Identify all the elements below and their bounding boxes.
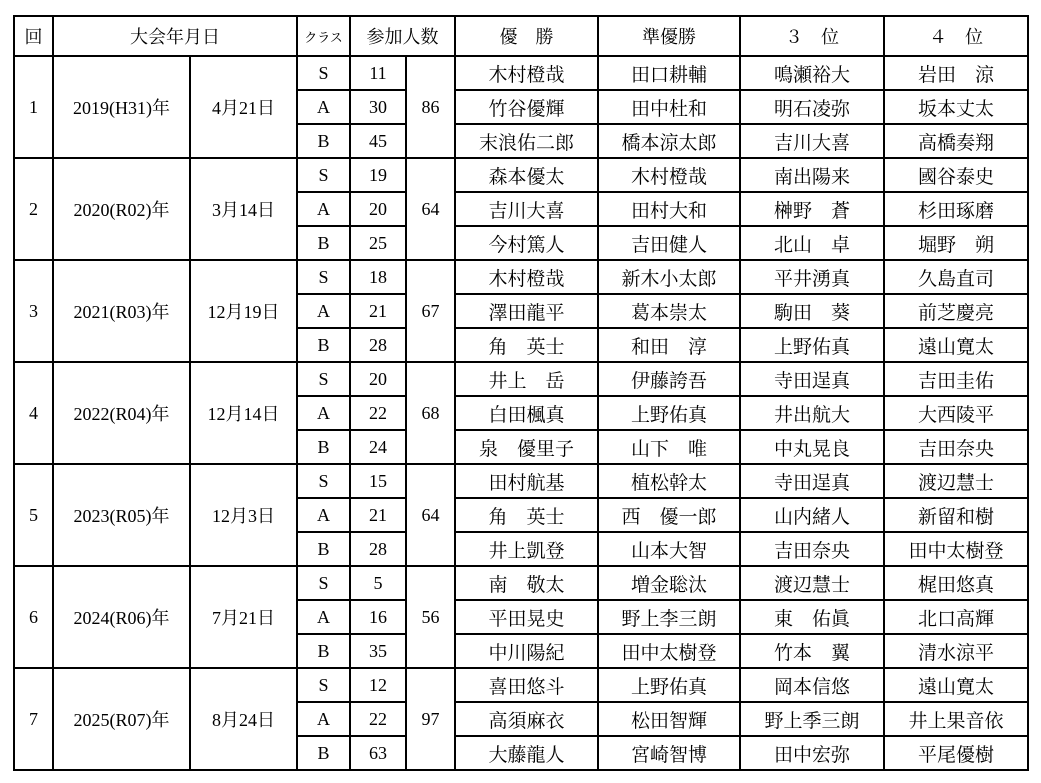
class-label: S [297, 464, 350, 498]
header-runner-up: 準優勝 [598, 16, 740, 56]
runner-up-name: 田中杜和 [598, 90, 740, 124]
participant-count: 28 [350, 328, 406, 362]
fourth-place-name: 杉田琢磨 [884, 192, 1028, 226]
winner-name: 田村航基 [455, 464, 598, 498]
class-label: B [297, 226, 350, 260]
fourth-place-name: 前芝慶亮 [884, 294, 1028, 328]
class-label: S [297, 362, 350, 396]
winner-name: 南 敬太 [455, 566, 598, 600]
tournament-year: 2019(H31)年 [53, 56, 190, 158]
total-participants: 68 [406, 362, 455, 464]
header-third-place: ３ 位 [740, 16, 884, 56]
runner-up-name: 野上李三朗 [598, 600, 740, 634]
third-place-name: 上野佑真 [740, 328, 884, 362]
participant-count: 20 [350, 192, 406, 226]
third-place-name: 南出陽来 [740, 158, 884, 192]
class-label: B [297, 430, 350, 464]
header-class: クラス [297, 16, 350, 56]
fourth-place-name: 田中太樹登 [884, 532, 1028, 566]
runner-up-name: 新木小太郎 [598, 260, 740, 294]
table-row [14, 158, 1028, 192]
runner-up-name: 吉田健人 [598, 226, 740, 260]
participant-count: 16 [350, 600, 406, 634]
runner-up-name: 上野佑真 [598, 668, 740, 702]
table-row [14, 56, 1028, 90]
fourth-place-name: 吉田奈央 [884, 430, 1028, 464]
header-participants: 参加人数 [350, 16, 455, 56]
winner-name: 竹谷優輝 [455, 90, 598, 124]
winner-name: 井上凱登 [455, 532, 598, 566]
third-place-name: 明石凌弥 [740, 90, 884, 124]
winner-name: 井上 岳 [455, 362, 598, 396]
winner-name: 今村篤人 [455, 226, 598, 260]
participant-count: 63 [350, 736, 406, 770]
participant-count: 45 [350, 124, 406, 158]
fourth-place-name: 渡辺慧士 [884, 464, 1028, 498]
third-place-name: 寺田逞真 [740, 464, 884, 498]
participant-count: 22 [350, 396, 406, 430]
third-place-name: 田中宏弥 [740, 736, 884, 770]
runner-up-name: 田中太樹登 [598, 634, 740, 668]
table-row [14, 566, 1028, 600]
third-place-name: 山内緒人 [740, 498, 884, 532]
fourth-place-name: 坂本丈太 [884, 90, 1028, 124]
runner-up-name: 木村橙哉 [598, 158, 740, 192]
table-row [14, 260, 1028, 294]
fourth-place-name: 北口高輝 [884, 600, 1028, 634]
participant-count: 11 [350, 56, 406, 90]
winner-name: 白田楓真 [455, 396, 598, 430]
fourth-place-name: 高橋奏翔 [884, 124, 1028, 158]
winner-name: 泉 優里子 [455, 430, 598, 464]
runner-up-name: 橋本涼太郎 [598, 124, 740, 158]
winner-name: 森本優太 [455, 158, 598, 192]
runner-up-name: 山下 唯 [598, 430, 740, 464]
round-number: 3 [14, 260, 53, 362]
winner-name: 喜田悠斗 [455, 668, 598, 702]
participant-count: 25 [350, 226, 406, 260]
class-label: B [297, 634, 350, 668]
total-participants: 97 [406, 668, 455, 770]
third-place-name: 吉田奈央 [740, 532, 884, 566]
total-participants: 86 [406, 56, 455, 158]
winner-name: 大藤龍人 [455, 736, 598, 770]
class-label: A [297, 600, 350, 634]
participant-count: 21 [350, 294, 406, 328]
runner-up-name: 伊藤誇吾 [598, 362, 740, 396]
class-label: S [297, 56, 350, 90]
fourth-place-name: 遠山寛太 [884, 668, 1028, 702]
runner-up-name: 山本大智 [598, 532, 740, 566]
participant-count: 18 [350, 260, 406, 294]
fourth-place-name: 井上果音依 [884, 702, 1028, 736]
participant-count: 15 [350, 464, 406, 498]
runner-up-name: 宮崎智博 [598, 736, 740, 770]
round-number: 2 [14, 158, 53, 260]
class-label: S [297, 566, 350, 600]
third-place-name: 中丸晃良 [740, 430, 884, 464]
participant-count: 22 [350, 702, 406, 736]
participant-count: 19 [350, 158, 406, 192]
tournament-results-table [13, 15, 1029, 771]
tournament-year: 2025(R07)年 [53, 668, 190, 770]
header-fourth-place: ４ 位 [884, 16, 1028, 56]
class-label: B [297, 124, 350, 158]
winner-name: 中川陽紀 [455, 634, 598, 668]
third-place-name: 北山 卓 [740, 226, 884, 260]
winner-name: 角 英士 [455, 328, 598, 362]
third-place-name: 東 佑眞 [740, 600, 884, 634]
tournament-year: 2021(R03)年 [53, 260, 190, 362]
class-label: S [297, 260, 350, 294]
third-place-name: 鳴瀬裕大 [740, 56, 884, 90]
class-label: S [297, 668, 350, 702]
participant-count: 20 [350, 362, 406, 396]
runner-up-name: 葛本崇太 [598, 294, 740, 328]
fourth-place-name: 梶田悠真 [884, 566, 1028, 600]
winner-name: 木村橙哉 [455, 260, 598, 294]
tournament-year: 2023(R05)年 [53, 464, 190, 566]
class-label: B [297, 328, 350, 362]
runner-up-name: 増金聡汰 [598, 566, 740, 600]
fourth-place-name: 遠山寛太 [884, 328, 1028, 362]
table-row [14, 362, 1028, 396]
winner-name: 木村橙哉 [455, 56, 598, 90]
table-row [14, 668, 1028, 702]
round-number: 1 [14, 56, 53, 158]
class-label: A [297, 294, 350, 328]
class-label: A [297, 702, 350, 736]
total-participants: 64 [406, 158, 455, 260]
third-place-name: 榊野 蒼 [740, 192, 884, 226]
third-place-name: 平井湧真 [740, 260, 884, 294]
fourth-place-name: 平尾優樹 [884, 736, 1028, 770]
class-label: B [297, 736, 350, 770]
participant-count: 5 [350, 566, 406, 600]
winner-name: 末浪佑二郎 [455, 124, 598, 158]
winner-name: 角 英士 [455, 498, 598, 532]
class-label: A [297, 90, 350, 124]
participant-count: 12 [350, 668, 406, 702]
round-number: 5 [14, 464, 53, 566]
header-winner: 優 勝 [455, 16, 598, 56]
tournament-year: 2020(R02)年 [53, 158, 190, 260]
participant-count: 28 [350, 532, 406, 566]
fourth-place-name: 岩田 涼 [884, 56, 1028, 90]
tournament-year: 2024(R06)年 [53, 566, 190, 668]
winner-name: 高須麻衣 [455, 702, 598, 736]
results-table [13, 15, 1029, 771]
tournament-date: 12月19日 [190, 260, 297, 362]
tournament-date: 3月14日 [190, 158, 297, 260]
round-number: 7 [14, 668, 53, 770]
class-label: A [297, 396, 350, 430]
runner-up-name: 松田智輝 [598, 702, 740, 736]
total-participants: 67 [406, 260, 455, 362]
participant-count: 35 [350, 634, 406, 668]
participant-count: 21 [350, 498, 406, 532]
runner-up-name: 田口耕輔 [598, 56, 740, 90]
winner-name: 吉川大喜 [455, 192, 598, 226]
runner-up-name: 植松幹太 [598, 464, 740, 498]
tournament-date: 8月24日 [190, 668, 297, 770]
round-number: 6 [14, 566, 53, 668]
third-place-name: 竹本 翼 [740, 634, 884, 668]
runner-up-name: 西 優一郎 [598, 498, 740, 532]
fourth-place-name: 吉田圭佑 [884, 362, 1028, 396]
round-number: 4 [14, 362, 53, 464]
third-place-name: 駒田 葵 [740, 294, 884, 328]
tournament-date: 7月21日 [190, 566, 297, 668]
fourth-place-name: 國谷泰史 [884, 158, 1028, 192]
tournament-date: 12月14日 [190, 362, 297, 464]
class-label: A [297, 192, 350, 226]
fourth-place-name: 新留和樹 [884, 498, 1028, 532]
third-place-name: 渡辺慧士 [740, 566, 884, 600]
header-row [14, 16, 1028, 56]
tournament-year: 2022(R04)年 [53, 362, 190, 464]
total-participants: 56 [406, 566, 455, 668]
fourth-place-name: 堀野 朔 [884, 226, 1028, 260]
class-label: B [297, 532, 350, 566]
participant-count: 30 [350, 90, 406, 124]
participant-count: 24 [350, 430, 406, 464]
header-date: 大会年月日 [53, 16, 297, 56]
class-label: A [297, 498, 350, 532]
fourth-place-name: 清水涼平 [884, 634, 1028, 668]
tournament-date: 12月3日 [190, 464, 297, 566]
header-round: 回 [14, 16, 53, 56]
runner-up-name: 田村大和 [598, 192, 740, 226]
fourth-place-name: 大西陵平 [884, 396, 1028, 430]
table-row [14, 464, 1028, 498]
tournament-date: 4月21日 [190, 56, 297, 158]
third-place-name: 吉川大喜 [740, 124, 884, 158]
winner-name: 澤田龍平 [455, 294, 598, 328]
total-participants: 64 [406, 464, 455, 566]
fourth-place-name: 久島直司 [884, 260, 1028, 294]
class-label: S [297, 158, 350, 192]
runner-up-name: 上野佑真 [598, 396, 740, 430]
runner-up-name: 和田 淳 [598, 328, 740, 362]
winner-name: 平田晃史 [455, 600, 598, 634]
third-place-name: 野上季三朗 [740, 702, 884, 736]
third-place-name: 井出航大 [740, 396, 884, 430]
third-place-name: 岡本信悠 [740, 668, 884, 702]
third-place-name: 寺田逞真 [740, 362, 884, 396]
